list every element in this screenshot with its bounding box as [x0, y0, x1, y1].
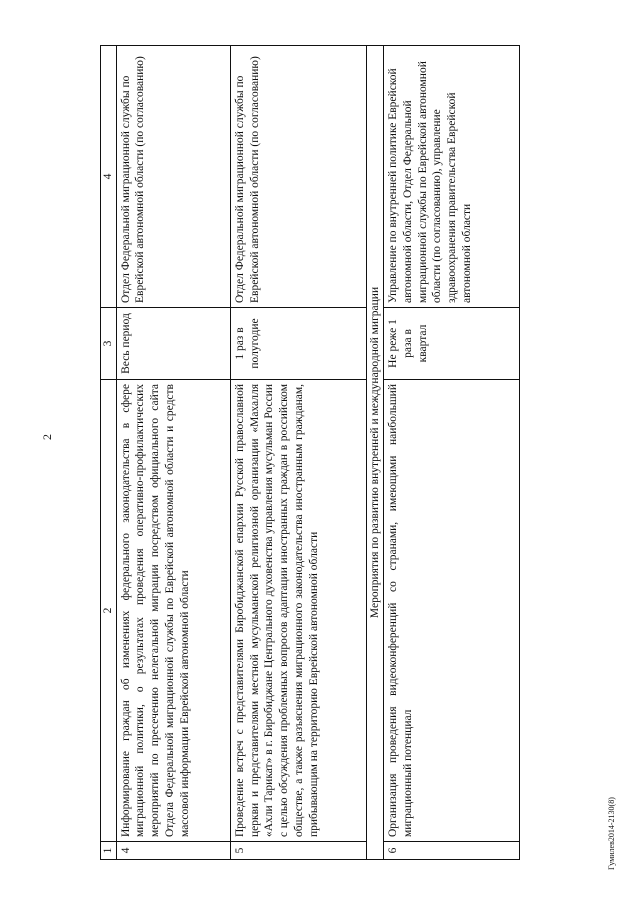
- measure-responsible: Управление по внутренней политике Еврейской автономной области, Отдел Федеральной миграционной службы по Еврейской автономной области (по согласованию), управление здравоохранения правительства Еврейской автономной области: [384, 46, 520, 308]
- column-header: 2: [101, 380, 117, 842]
- table-row: [384, 46, 520, 860]
- column-header: 3: [101, 308, 117, 380]
- measure-description: Проведение встреч с представителями Биробиджанской епархии Русской православной церкви и представителями местной мусульманской религиозной организации «Махалля «Ахли Тарикат» в г. Биробиджане Центрального духовенства управления мусульман России с целью обсуждения проблемных вопросов адаптации иностранных граждан в российском обществе, а также разъяснения миграционного законодательства иностранным гражданам, прибывающим на территорию Еврейской автономной области: [230, 380, 366, 842]
- page-number: 2: [40, 434, 54, 440]
- section-row: [366, 46, 384, 860]
- column-header: 4: [101, 46, 117, 308]
- table-row: [230, 46, 366, 860]
- column-header: 1: [101, 842, 117, 860]
- section-title: Мероприятия по развитию внутренней и международной миграции: [366, 46, 384, 860]
- table-row: [116, 46, 230, 860]
- measure-responsible: Отдел Федеральной миграционной службы по Еврейской автономной области (по согласованию): [230, 46, 366, 308]
- rotated-table-sheet: [100, 45, 520, 860]
- measure-description: Информирование граждан об изменениях федерального законодательства в сфере миграционной политики, о результатах проведения оперативно-профилактических мероприятий по пресечению нелегальной миграции посредством официального сайта Отдела Федеральной миграционной службы по Еврейской автономной области и средств массовой информации Еврейской автономной области: [116, 380, 230, 842]
- measure-period: Весь период: [116, 308, 230, 380]
- measure-description: Организация проведения видеоконференций со странами, имеющими наибольший миграционный потенциал: [384, 380, 520, 842]
- measure-period: Не реже 1 раза в квартал: [384, 308, 520, 380]
- document-code: Гумилев2014-2130(8): [607, 797, 616, 870]
- measures-table: [100, 45, 520, 860]
- row-number: 5: [230, 842, 366, 860]
- row-number: 6: [384, 842, 520, 860]
- measure-period: 1 раз в полугодие: [230, 308, 366, 380]
- table-header-row: [101, 46, 117, 860]
- measure-responsible: Отдел Федеральной миграционной службы по Еврейской автономной области (по согласованию): [116, 46, 230, 308]
- row-number: 4: [116, 842, 230, 860]
